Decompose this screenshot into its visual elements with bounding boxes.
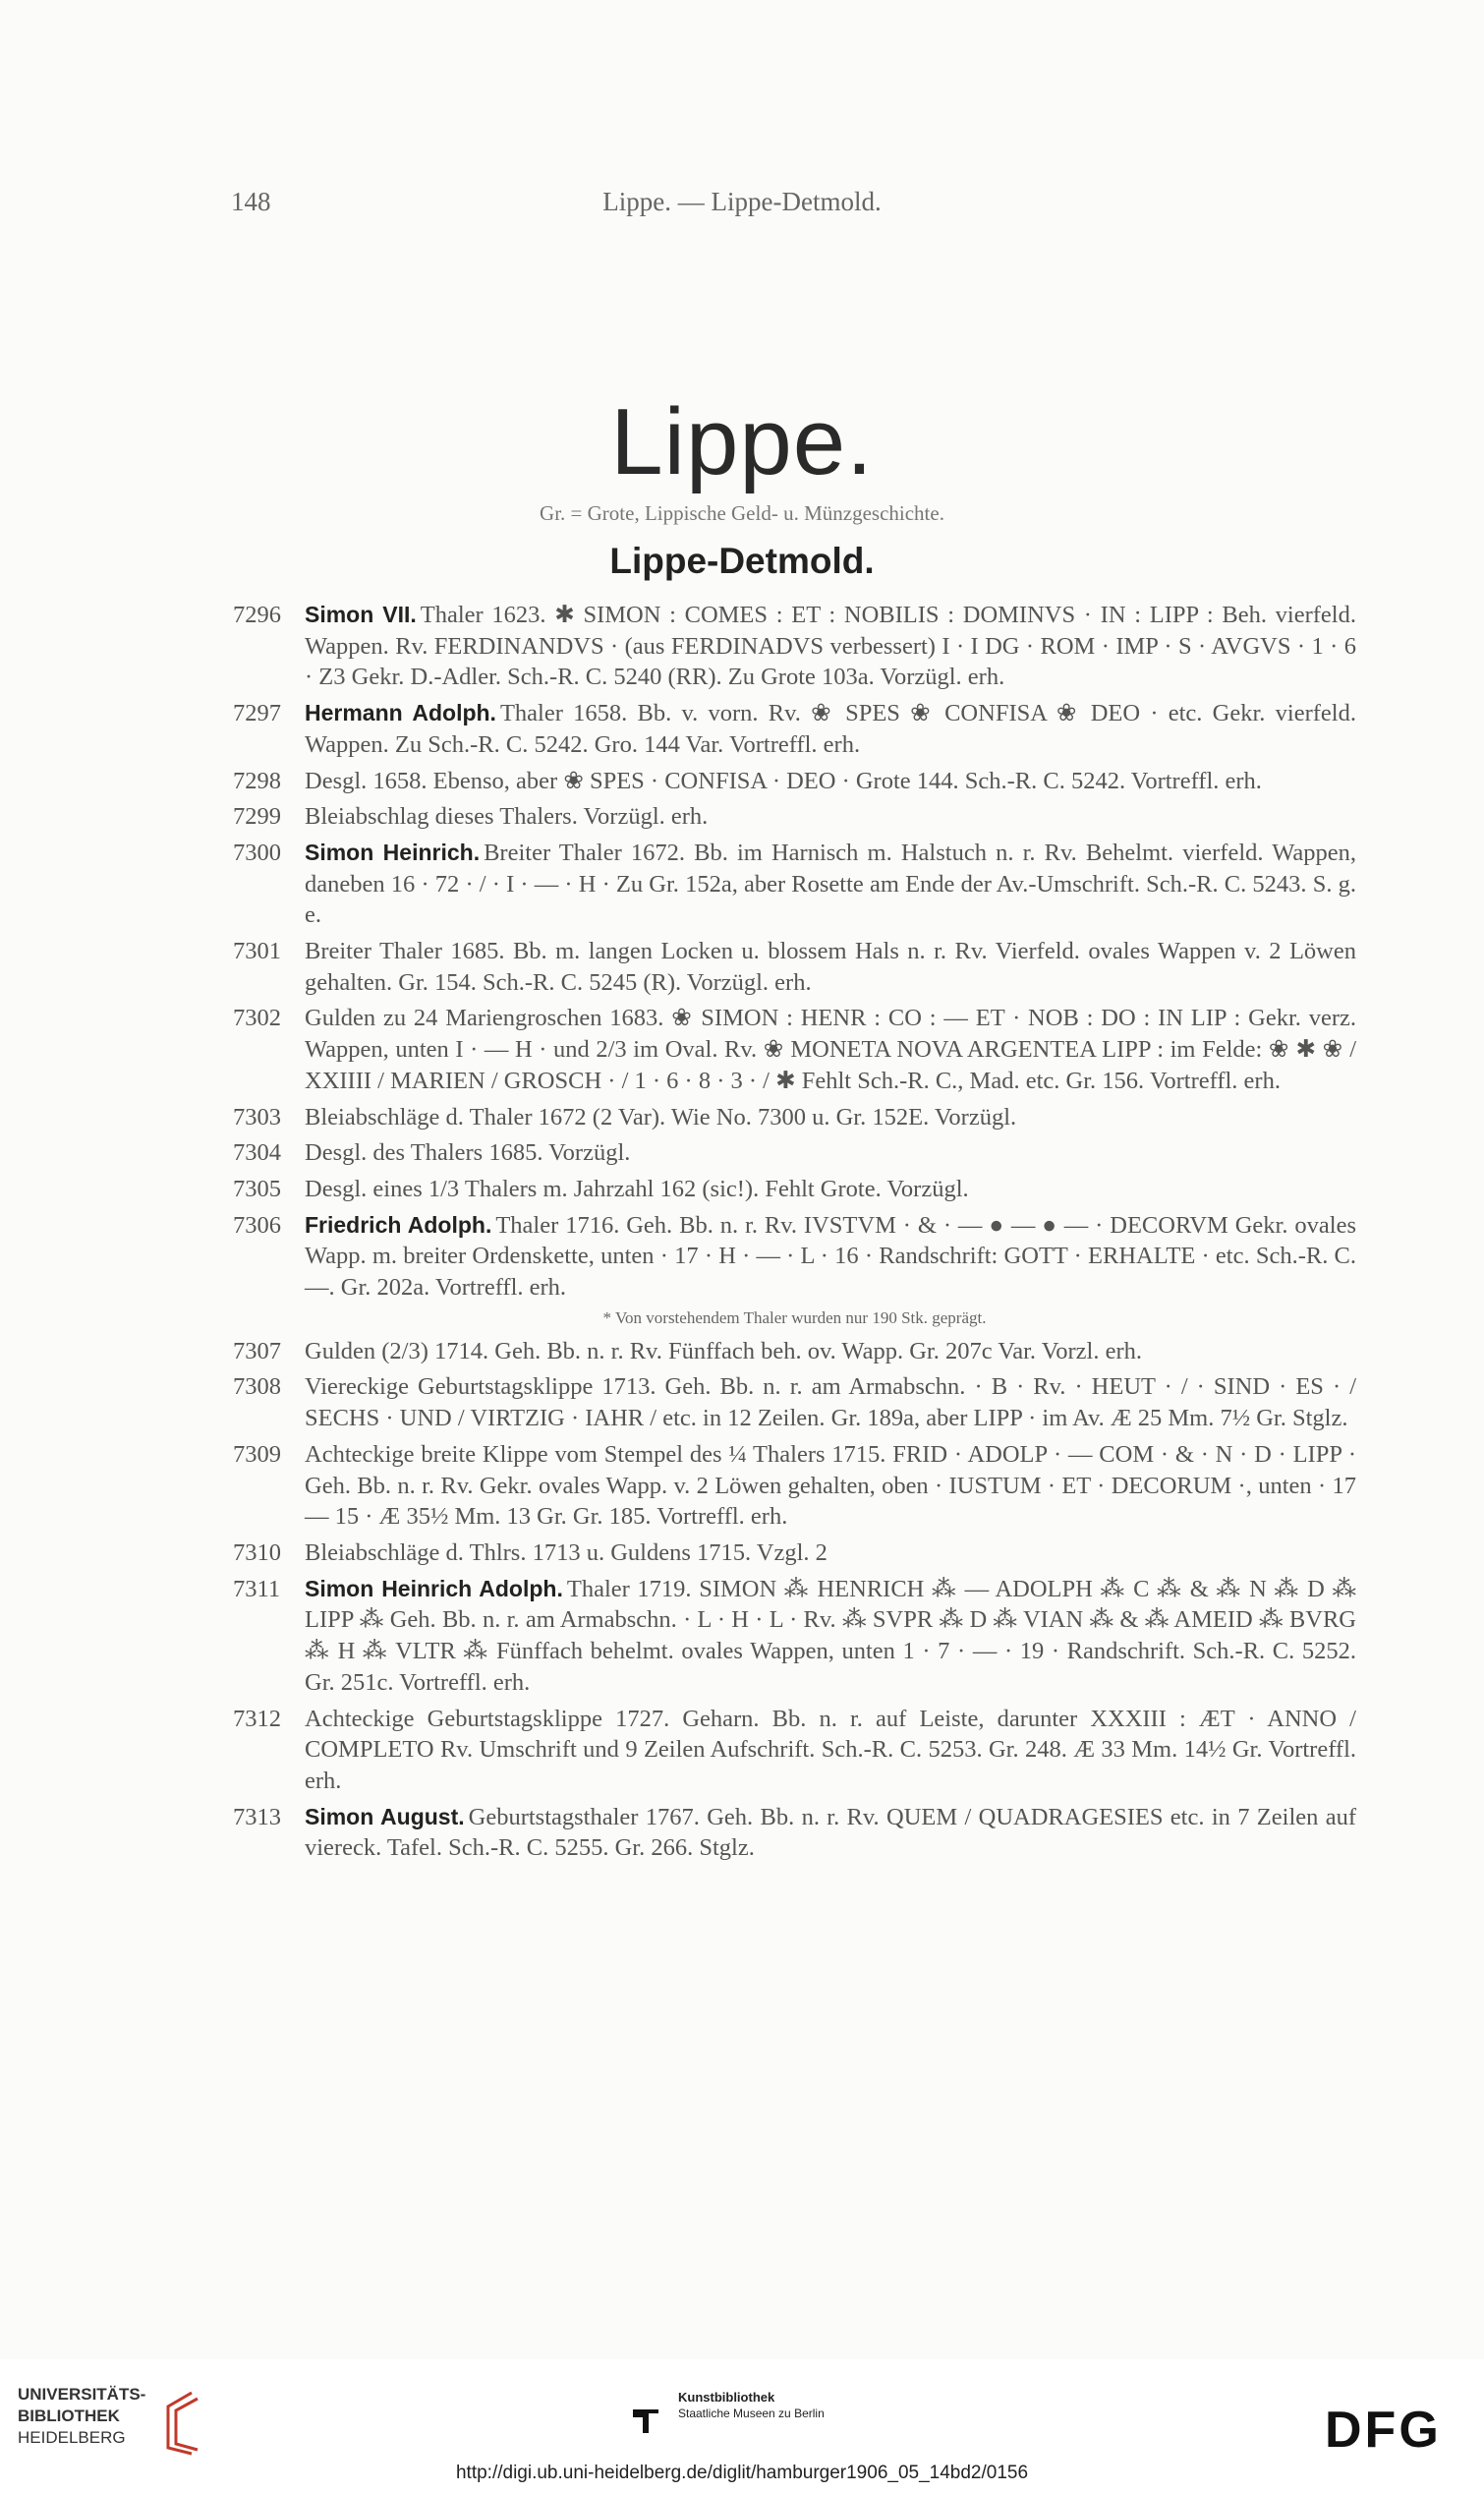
- entry-text: [305, 1210, 1356, 1304]
- library-name-line2: BIBLIOTHEK: [18, 2407, 120, 2425]
- lot-number: 7297: [233, 700, 281, 727]
- entry-description: Breiter Thaler 1685. Bb. m. langen Locken u. blossem Hals n. r. Rv. Vierfeld. ovales Wappen v. 2 Löwen gehalten. Gr. 154. Sch.-R. C. 5245 (R). Vorzügl. erh.: [305, 938, 1356, 996]
- entry-description: Thaler 1719. SIMON ⁂ HENRICH ⁂ — ADOLPH ⁂ C ⁂ & ⁂ N ⁂ D ⁂ LIPP ⁂ Geh. Bb. n. r. am Armabschn. · L · H · L · Rv. ⁂ SVPR ⁂ D ⁂ VIAN ⁂ & ⁂ AMEID ⁂ BVRG ⁂ H ⁂ VLTR ⁂ Fünffach behelmt. ovales Wappen, unten 1 · 7 · — · 19 · Randschrift. Sch.-R. C. 5252. Gr. 251c. Vortreffl. erh.: [305, 1575, 1356, 1696]
- entry-text: [305, 1003, 1356, 1096]
- kunstbibliothek-name: Kunstbibliothek: [678, 2390, 775, 2405]
- catalog-entry: [233, 1802, 1356, 1864]
- catalog-entry: [233, 801, 1356, 833]
- running-header: [0, 187, 1484, 226]
- source-url[interactable]: http://digi.ub.uni-heidelberg.de/diglit/hamburger1906_05_14bd2/0156: [455, 2463, 1029, 2483]
- dfg-logo[interactable]: DFG: [1325, 2402, 1442, 2459]
- entry-description: Desgl. 1658. Ebenso, aber ❀ SPES · CONFISA · DEO · Grote 144. Sch.-R. C. 5242. Vortreffl. erh.: [305, 767, 1262, 794]
- kunstbibliothek-label[interactable]: [678, 2389, 934, 2422]
- entry-text: [305, 838, 1356, 931]
- library-name-line3: HEIDELBERG: [18, 2428, 126, 2447]
- entry-text: [305, 1439, 1356, 1533]
- entry-description: Desgl. eines 1/3 Thalers m. Jahrzahl 162 (sic!). Fehlt Grote. Vorzügl.: [305, 1175, 969, 1202]
- running-title: Lippe. — Lippe-Detmold.: [602, 187, 882, 216]
- entry-text: [305, 1174, 1356, 1205]
- entry-description: Bleiabschläge d. Thlrs. 1713 u. Guldens 1715. Vzgl. 2: [305, 1538, 828, 1566]
- entry-text: [305, 1802, 1356, 1864]
- catalog-entry: [233, 766, 1356, 797]
- entry-description: Viereckige Geburtstagsklippe 1713. Geh. Bb. n. r. am Armabschn. · B · Rv. · HEUT · / · SIND · ES · / SECHS · UND / VIRTZIG · IAHR / etc. in 12 Zeilen. Gr. 189a, aber LIPP · im Av. Æ 25 Mm. 7½ Gr. Stglz.: [305, 1373, 1356, 1432]
- ruler-name: Hermann Adolph.: [305, 700, 496, 726]
- lot-number: 7308: [233, 1373, 281, 1401]
- entry-text: [305, 1704, 1356, 1797]
- catalog-entry: [233, 1574, 1356, 1699]
- catalog-entries: [233, 600, 1356, 1869]
- entry-description: Bleiabschläge d. Thaler 1672 (2 Var). Wie No. 7300 u. Gr. 152E. Vorzügl.: [305, 1103, 1017, 1131]
- page-number: 148: [231, 187, 271, 216]
- catalog-entry: [233, 1003, 1356, 1096]
- kunstbibliothek-subtitle: Staatliche Museen zu Berlin: [678, 2407, 825, 2420]
- catalog-entry: [233, 1439, 1356, 1533]
- section-heading: Lippe-Detmold.: [609, 541, 875, 581]
- lot-number: 7301: [233, 938, 281, 965]
- footnote: * Von vorstehendem Thaler wurden nur 190 Stk. geprägt.: [602, 1307, 987, 1327]
- page-title: Lippe.: [610, 389, 874, 494]
- lot-number: 7309: [233, 1440, 281, 1468]
- catalog-entry: [233, 1210, 1356, 1304]
- catalog-entry: [233, 1336, 1356, 1367]
- catalog-entry: [233, 698, 1356, 760]
- library-mark-icon: [162, 2389, 201, 2458]
- entry-text: [305, 698, 1356, 760]
- entry-description: Thaler 1658. Bb. v. vorn. Rv. ❀ SPES ❀ CONFISA ❀ DEO · etc. Gekr. vierfeld. Wappen. Zu Sch.-R. C. 5242. Gro. 144 Var. Vortreffl. erh.: [305, 700, 1356, 758]
- lot-number: 7304: [233, 1139, 281, 1167]
- lot-number: 7305: [233, 1175, 281, 1202]
- entry-description: Achteckige Geburtstagsklippe 1727. Geharn. Bb. n. r. auf Leiste, darunter XXXIII : ÆT · ANNO / COMPLETO Rv. Umschrift und 9 Zeilen Aufschrift. Sch.-R. C. 5253. Gr. 248. Æ 33 Mm. 14½ Gr. Vortreffl. erh.: [305, 1705, 1356, 1794]
- entry-description: Achteckige breite Klippe vom Stempel des ¼ Thalers 1715. FRID · ADOLP · — COM · & · N · D · LIPP · Geh. Bb. n. r. Rv. Gekr. ovales Wapp. v. 2 Löwen gehalten, oben · IUSTUM · ET · DECORUM ·, unten · 17 — 15 · Æ 35½ Mm. 13 Gr. Gr. 185. Vortreffl. erh.: [305, 1440, 1356, 1531]
- entry-description: Desgl. des Thalers 1685. Vorzügl.: [305, 1139, 631, 1167]
- entry-description: Thaler 1623. ✱ SIMON : COMES : ET : NOBILIS : DOMINVS · IN : LIPP : Beh. vierfeld. Wappen. Rv. FERDINANDVS · (aus FERDINADVS verbessert) I · I DG · ROM · IMP · S · AVGVS · 1 · 6 · Z3 Gekr. D.-Adler. Sch.-R. C. 5240 (RR). Zu Grote 103a. Vorzügl. erh.: [305, 602, 1356, 691]
- entry-text: [305, 1371, 1356, 1433]
- entry-description: Gulden zu 24 Mariengroschen 1683. ❀ SIMON : HENR : CO : — ET · NOB : DO : IN LIP : Gekr. verz. Wappen, unten I · — H · und 2/3 im Oval. Rv. ❀ MONETA NOVA ARGENTEA LIPP : im Felde: ❀ ✱ ❀ / XXIIII / MARIEN / GROSCH · / 1 · 6 · 8 · 3 · / ✱ Fehlt Sch.-R. C., Mad. etc. Gr. 156. Vortreffl. erh.: [305, 1005, 1356, 1094]
- ruler-name: Simon Heinrich Adolph.: [305, 1575, 563, 1601]
- lot-number: 7310: [233, 1538, 281, 1566]
- entry-text: [305, 801, 1356, 833]
- catalog-entry: [233, 1704, 1356, 1797]
- ruler-name: Simon August.: [305, 1803, 465, 1829]
- entry-text: [305, 1137, 1356, 1169]
- entry-text: [305, 1336, 1356, 1367]
- catalog-entry: [233, 600, 1356, 693]
- lot-number: 7298: [233, 767, 281, 794]
- lot-number: 7299: [233, 803, 281, 831]
- lot-number: 7302: [233, 1005, 281, 1032]
- lot-number: 7303: [233, 1103, 281, 1131]
- catalog-entry: [233, 936, 1356, 998]
- library-name-line1: UNIVERSITÄTS-: [18, 2385, 146, 2404]
- lot-number: 7311: [233, 1575, 281, 1602]
- entry-description: Bleiabschlag dieses Thalers. Vorzügl. erh.: [305, 803, 709, 831]
- entry-text: [305, 936, 1356, 998]
- entry-text: [305, 600, 1356, 693]
- catalog-entry: [233, 1174, 1356, 1205]
- entry-text: [305, 766, 1356, 797]
- entry-text: [305, 1102, 1356, 1133]
- entry-text: [305, 1537, 1356, 1569]
- lot-number: 7307: [233, 1337, 281, 1364]
- catalog-entry: [233, 1537, 1356, 1569]
- lot-number: 7306: [233, 1211, 281, 1239]
- lot-number: 7313: [233, 1803, 281, 1830]
- catalog-entry: [233, 1102, 1356, 1133]
- lot-number: 7296: [233, 602, 281, 628]
- entry-description: Geburtstagsthaler 1767. Geh. Bb. n. r. Rv. QUEM / QUADRAGESIES etc. in 7 Zeilen auf viereck. Tafel. Sch.-R. C. 5255. Gr. 266. Stglz.: [305, 1803, 1357, 1862]
- catalog-entry: [233, 1137, 1356, 1169]
- lot-number: 7312: [233, 1705, 281, 1732]
- lot-number: 7300: [233, 839, 281, 866]
- entry-description: Breiter Thaler 1672. Bb. im Harnisch m. Halstuch n. r. Rv. Behelmt. vierfeld. Wappen, daneben 16 · 72 · / · I · — · H · Zu Gr. 152a, aber Rosette am Ende der Av.-Umschrift. Sch.-R. C. 5243. S. g. e.: [305, 839, 1356, 929]
- ruler-name: Simon Heinrich.: [305, 839, 481, 865]
- ruler-name: Friedrich Adolph.: [305, 1211, 492, 1238]
- entry-description: Gulden (2/3) 1714. Geh. Bb. n. r. Rv. Fünffach beh. ov. Wapp. Gr. 207c Var. Vorzl. erh.: [305, 1337, 1143, 1364]
- ruler-name: Simon VII.: [305, 602, 417, 627]
- catalog-entry: [233, 838, 1356, 931]
- catalog-entry: [233, 1371, 1356, 1433]
- kunstbibliothek-logo-icon: [629, 2404, 662, 2437]
- abbreviation-note: Gr. = Grote, Lippische Geld- u. Münzgeschichte.: [540, 501, 944, 525]
- entry-description: Thaler 1716. Geh. Bb. n. r. Rv. IVSTVM · & · — ● — ● — · DECORVM Gekr. ovales Wapp. m. breiter Ordenskette, unten · 17 · H · — · L · 16 · Randschrift: GOTT · ERHALTE · etc. Sch.-R. C. —. Gr. 202a. Vortreffl. erh.: [305, 1211, 1356, 1302]
- entry-text: [305, 1574, 1356, 1699]
